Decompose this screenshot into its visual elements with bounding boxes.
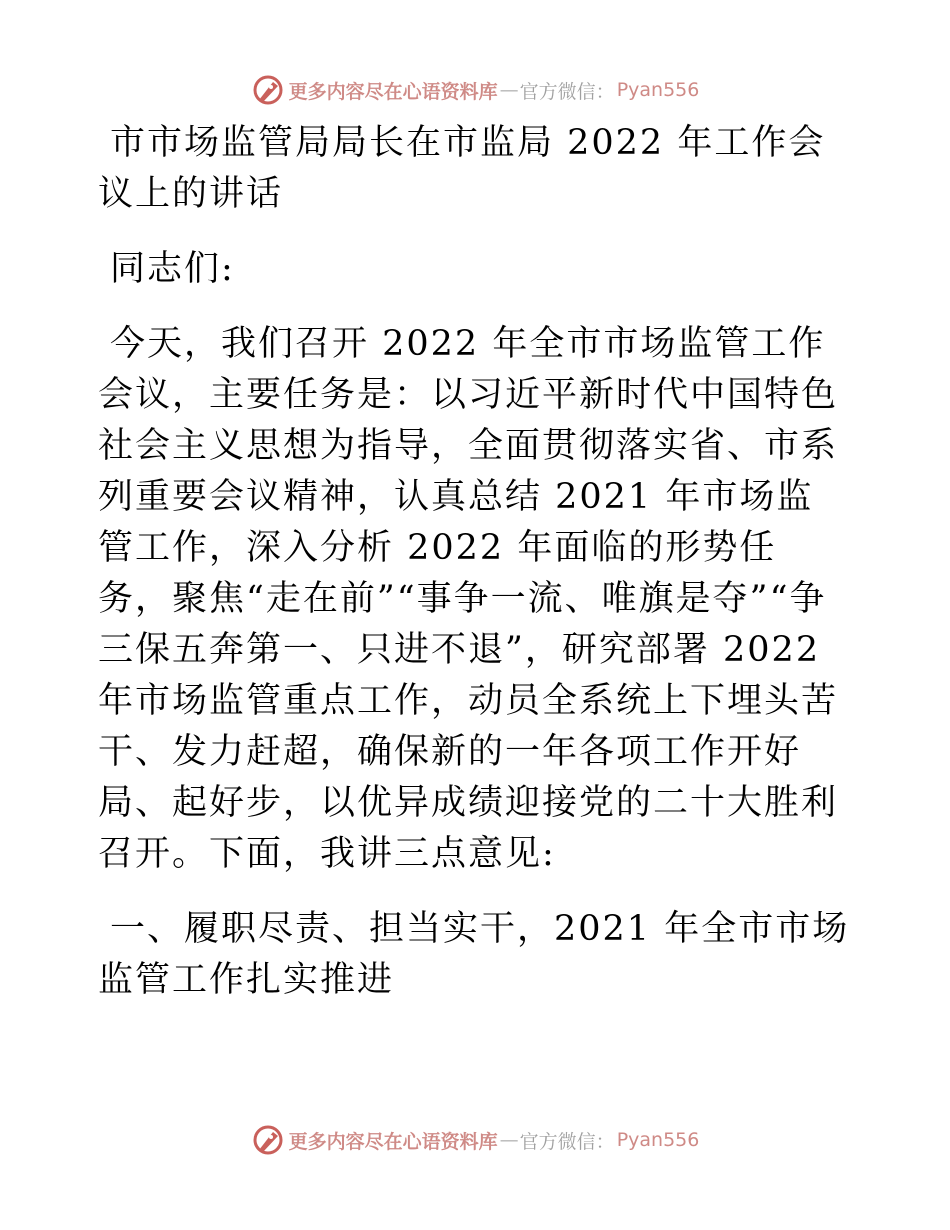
watermark-header [0, 72, 950, 108]
watermark-sub-text: 官方微信： [519, 80, 615, 103]
document-paragraph: 今天，我们召开 2022 年全市市场监管工作会议，主要任务是：以习近平新时代中国特色社会主义思想为指导，全面贯彻落实省、市系列重要会议精神，认真总结 2021 年市场监管工作，深入分析 2022 年面临的形势任务，聚焦“走在前”“事争一流、唯旗是夺”“争三保五奔第一、只进不退”，研究部署 2022 年市场监管重点工作，动员全系统上下埋头苦干、发力赶超，确保新的一年各项工作开好局、起好步，以优异成绩迎接党的二十大胜利召开。下面，我讲三点意见: [98, 324, 839, 874]
watermark-footer [0, 1122, 950, 1158]
watermark-code: Pyan556 [616, 1129, 700, 1151]
watermark-sub-text: 官方微信： [519, 1130, 615, 1153]
watermark-separator: — [499, 1129, 518, 1151]
watermark-main-text: 更多内容尽在心语资料库 [288, 1130, 498, 1153]
document-title: 市市场监管局局长在市监局 2022 年工作会议上的讲话 [98, 123, 826, 214]
watermark-main-text: 更多内容尽在心语资料库 [288, 80, 498, 103]
document-body [98, 118, 850, 1006]
section-heading: 一、履职尽责、担当实干，2021 年全市市场监管工作扎实推进 [98, 909, 850, 1000]
pen-nib-icon [251, 1123, 285, 1157]
pen-nib-icon [251, 73, 285, 107]
watermark-separator: — [499, 79, 518, 101]
watermark-code: Pyan556 [616, 79, 700, 101]
document-salutation: 同志们: [110, 249, 235, 289]
